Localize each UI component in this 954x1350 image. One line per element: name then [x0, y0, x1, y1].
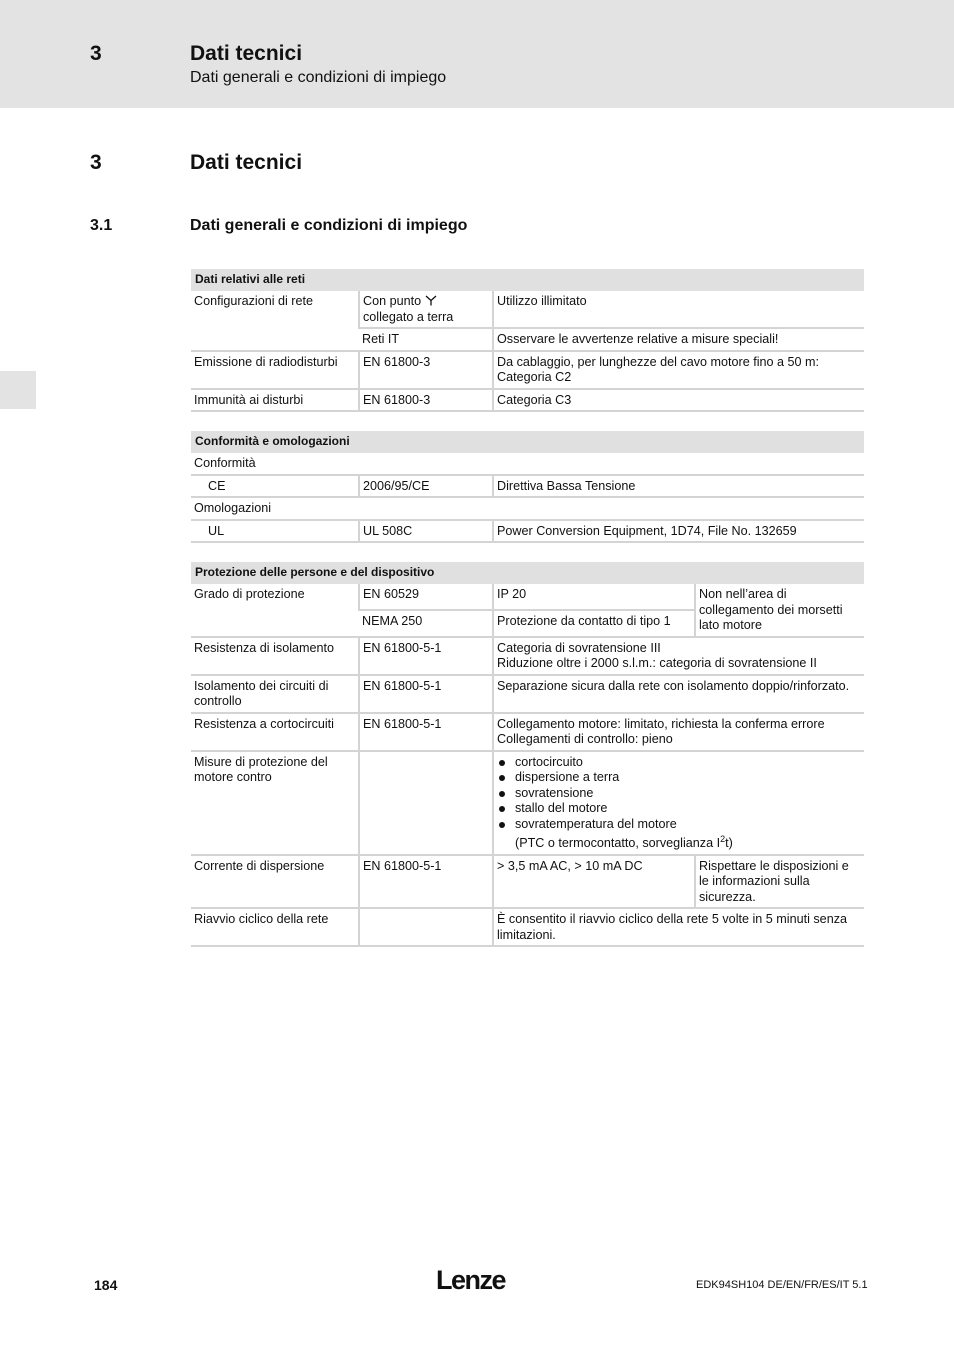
table-row [191, 908, 864, 946]
row-value: Categoria C3 [493, 389, 864, 412]
bullet-list [497, 755, 861, 852]
table-protection [191, 562, 864, 947]
row-standard: EN 61800-3 [359, 351, 493, 389]
row-value [493, 751, 864, 855]
row-note: Non nell’area di collegamento dei morsetti lato motore [695, 584, 864, 637]
row-label: Grado di protezione [191, 584, 359, 637]
table-row [191, 389, 864, 412]
row-standard: EN 61800-5-1 [359, 675, 493, 713]
row-value: IP 20 [493, 584, 695, 610]
row-value: Da cablaggio, per lunghezze del cavo motore fino a 50 m: Categoria C2 [493, 351, 864, 389]
list-item: stallo del motore [497, 801, 861, 817]
list-item: sovratensione [497, 786, 861, 802]
table-row [191, 497, 864, 520]
table-network-data [191, 269, 864, 412]
table-header: Protezione delle persone e del dispositivo [191, 562, 864, 584]
document-id: EDK94SH104 DE/EN/FR/ES/IT 5.1 [696, 1279, 868, 1291]
row-standard: Con punto collegato a terra [359, 291, 493, 328]
row-value: È consentito il riavvio ciclico della rete 5 volte in 5 minuti senza limitazioni. [493, 908, 864, 946]
row-value: Power Conversion Equipment, 1D74, File No. 132659 [493, 520, 864, 543]
row-standard: EN 61800-5-1 [359, 713, 493, 751]
section-number: 3.1 [90, 217, 113, 234]
page-number: 184 [94, 1277, 118, 1293]
row-standard: NEMA 250 [359, 610, 493, 637]
row-label: Corrente di dispersione [191, 855, 359, 909]
chapter-number: 3 [90, 151, 102, 174]
row-standard: 2006/95/CE [359, 475, 493, 498]
table-conformity [191, 431, 864, 543]
row-standard: EN 61800-5-1 [359, 637, 493, 675]
row-label: Misure di protezione del motore contro [191, 751, 359, 855]
row-label: CE [191, 475, 359, 498]
table-row [191, 291, 864, 328]
row-standard: EN 61800-3 [359, 389, 493, 412]
row-value: Categoria di sovratensione III Riduzione oltre i 2000 s.l.m.: categoria di sovratensione II [493, 637, 864, 675]
table-row [191, 584, 864, 610]
row-value: > 3,5 mA AC, > 10 mA DC [493, 855, 695, 909]
header-band [0, 0, 954, 108]
row-value: Protezione da contatto di tipo 1 [493, 610, 695, 637]
lenze-logo: Lenze [436, 1265, 506, 1295]
row-value: Utilizzo illimitato [493, 291, 864, 328]
row-label: Resistenza di isolamento [191, 637, 359, 675]
table-row [191, 520, 864, 543]
table-row [191, 453, 864, 475]
table-row [191, 351, 864, 389]
row-label: UL [191, 520, 359, 543]
row-value: Separazione sicura dalla rete con isolamento doppio/rinforzato. [493, 675, 864, 713]
row-standard: UL 508C [359, 520, 493, 543]
row-label: Configurazioni di rete [191, 291, 359, 351]
row-label: Immunità ai disturbi [191, 389, 359, 412]
row-label: Resistenza a cortocircuiti [191, 713, 359, 751]
list-item: dispersione a terra [497, 770, 861, 786]
table-row [191, 637, 864, 675]
chapter-title: Dati tecnici [190, 151, 303, 174]
row-label: Isolamento dei circuiti di controllo [191, 675, 359, 713]
row-standard: EN 61800-5-1 [359, 855, 493, 909]
row-standard [359, 751, 493, 855]
row-label: Conformità [191, 453, 864, 475]
header-subtitle: Dati generali e condizioni di impiego [190, 69, 447, 86]
row-label: Emissione di radiodisturbi [191, 351, 359, 389]
table-header: Dati relativi alle reti [191, 269, 864, 291]
row-value: Direttiva Bassa Tensione [493, 475, 864, 498]
table-header: Conformità e omologazioni [191, 431, 864, 453]
row-label: Riavvio ciclico della rete [191, 908, 359, 946]
table-row [191, 675, 864, 713]
row-standard [359, 908, 493, 946]
list-item: sovratemperatura del motore (PTC o termocontatto, sorveglianza $I^2t$) [497, 817, 861, 852]
table-row [191, 713, 864, 751]
row-note: Rispettare le disposizioni e le informazioni sulla sicurezza. [695, 855, 864, 909]
header-chapter-number: 3 [90, 42, 102, 65]
row-label: Omologazioni [191, 497, 864, 520]
row-value: Osservare le avvertenze relative a misure speciali! [493, 328, 864, 351]
table-row [191, 475, 864, 498]
list-item: cortocircuito [497, 755, 861, 771]
header-chapter-title: Dati tecnici [190, 42, 303, 65]
row-standard: Reti IT [359, 328, 493, 351]
star-point-icon [425, 295, 437, 306]
table-row [191, 751, 864, 855]
row-standard: EN 60529 [359, 584, 493, 610]
chapter-side-tab [0, 371, 36, 409]
table-row [191, 855, 864, 909]
section-title: Dati generali e condizioni di impiego [190, 217, 468, 234]
row-value: Collegamento motore: limitato, richiesta la conferma errore Collegamenti di controllo: pieno [493, 713, 864, 751]
